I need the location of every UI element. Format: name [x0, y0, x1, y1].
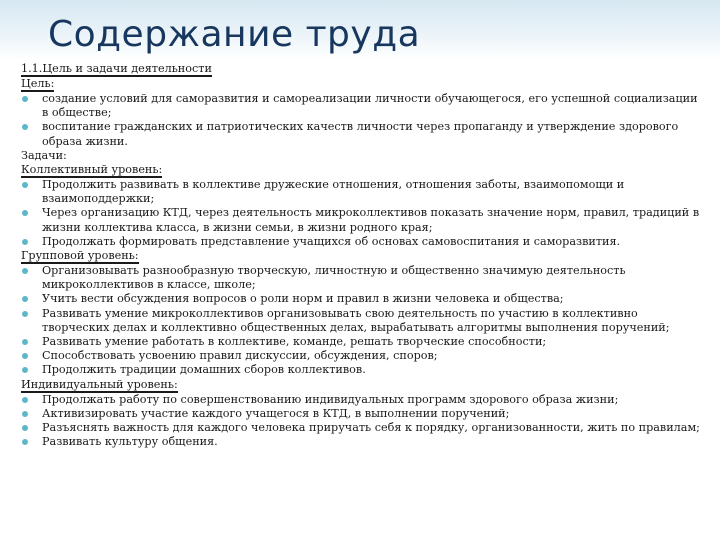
- group-item-text: Развивать умение работать в коллективе, команде, решать творческие способности;: [42, 335, 547, 349]
- document-body: [21, 62, 701, 449]
- collective-level-label: [21, 163, 701, 178]
- individual-item-text: Развивать культуру общения.: [42, 435, 218, 449]
- collective-level-label-text: Коллективный уровень:: [21, 163, 163, 177]
- group-item-text: Развивать умение микроколлективов организовывать свою деятельность по участию в коллективно творческих делах и коллективно общественных делах, вырабатывать алгоритмы выполнения поручений;: [42, 306, 670, 334]
- collective-item: [21, 206, 701, 234]
- individual-item: [21, 435, 701, 449]
- bullet-icon: [22, 339, 28, 345]
- group-item: [21, 307, 701, 335]
- goal-item-text: создание условий для саморазвития и самореализации личности обучающегося, его успешной социализации в обществе;: [42, 92, 698, 120]
- individual-item: [21, 407, 701, 421]
- goal-label-text: Цель:: [21, 77, 55, 90]
- goal-item: [21, 92, 701, 120]
- bullet-icon: [22, 210, 28, 216]
- collective-item-text: Продолжить развивать в коллективе дружеские отношения, отношения заботы, взаимопомощи и взаимоподдержки;: [42, 178, 625, 206]
- group-item: [21, 363, 701, 377]
- bullet-icon: [22, 239, 28, 245]
- group-item: [21, 264, 701, 292]
- individual-item-text: Продолжать работу по совершенствованию индивидуальных программ здорового образа жизни;: [42, 392, 619, 406]
- individual-item: [21, 393, 701, 407]
- individual-item: [21, 421, 701, 435]
- group-item: [21, 292, 701, 306]
- individual-item-text: Активизировать участие каждого учащегося в КТД, в выполнении поручений;: [42, 406, 510, 420]
- bullet-icon: [22, 124, 28, 130]
- section-heading-text: 1.1.Цель и задачи деятельности: [21, 62, 212, 75]
- collective-item: [21, 178, 701, 206]
- group-level-label: [21, 249, 701, 264]
- section-heading: [21, 62, 701, 77]
- bullet-icon: [22, 268, 28, 274]
- bullet-icon: [22, 182, 28, 188]
- collective-item-text: Через организацию КТД, через деятельность микроколлективов показать значение норм, правил, традиций в жизни коллектива класса, в жизни семьи, в жизни родного края;: [42, 206, 700, 234]
- bullet-icon: [22, 96, 28, 102]
- goal-label: [21, 77, 701, 92]
- group-item-text: Учить вести обсуждения вопросов о роли норм и правил в жизни человека и общества;: [42, 292, 564, 306]
- group-item-text: Способствовать усвоению правил дискуссии, обсуждения, споров;: [42, 349, 438, 363]
- individual-item-text: Разъяснять важность для каждого человека приручать себя к порядку, организованности, жить по правилам;: [42, 421, 700, 435]
- bullet-icon: [22, 353, 28, 359]
- bullet-icon: [22, 425, 28, 431]
- page-title: Содержание труда: [48, 14, 421, 55]
- goal-item-text: воспитание гражданских и патриотических качеств личности через пропаганду и утверждение здорового образа жизни.: [42, 120, 679, 148]
- bullet-icon: [22, 311, 28, 317]
- bullet-icon: [22, 411, 28, 417]
- individual-level-label: [21, 378, 701, 393]
- collective-item: [21, 235, 701, 249]
- bullet-icon: [22, 397, 28, 403]
- bullet-icon: [22, 439, 28, 445]
- group-level-label-text: Групповой уровень:: [21, 249, 139, 263]
- group-item-text: Продолжить традиции домашних сборов коллективов.: [42, 363, 366, 377]
- group-item: [21, 335, 701, 349]
- bullet-icon: [22, 367, 28, 373]
- goal-item: [21, 120, 701, 148]
- collective-item-text: Продолжать формировать представление учащихся об основах самовоспитания и саморазвития.: [42, 234, 621, 248]
- individual-level-label-text: Индивидуальный уровень:: [21, 377, 178, 391]
- group-item: [21, 349, 701, 363]
- group-item-text: Организовывать разнообразную творческую, личностную и общественно значимую деятельность микроколлективов в классе, школе;: [42, 264, 626, 292]
- bullet-icon: [22, 296, 28, 302]
- tasks-label: Задачи:: [21, 148, 67, 162]
